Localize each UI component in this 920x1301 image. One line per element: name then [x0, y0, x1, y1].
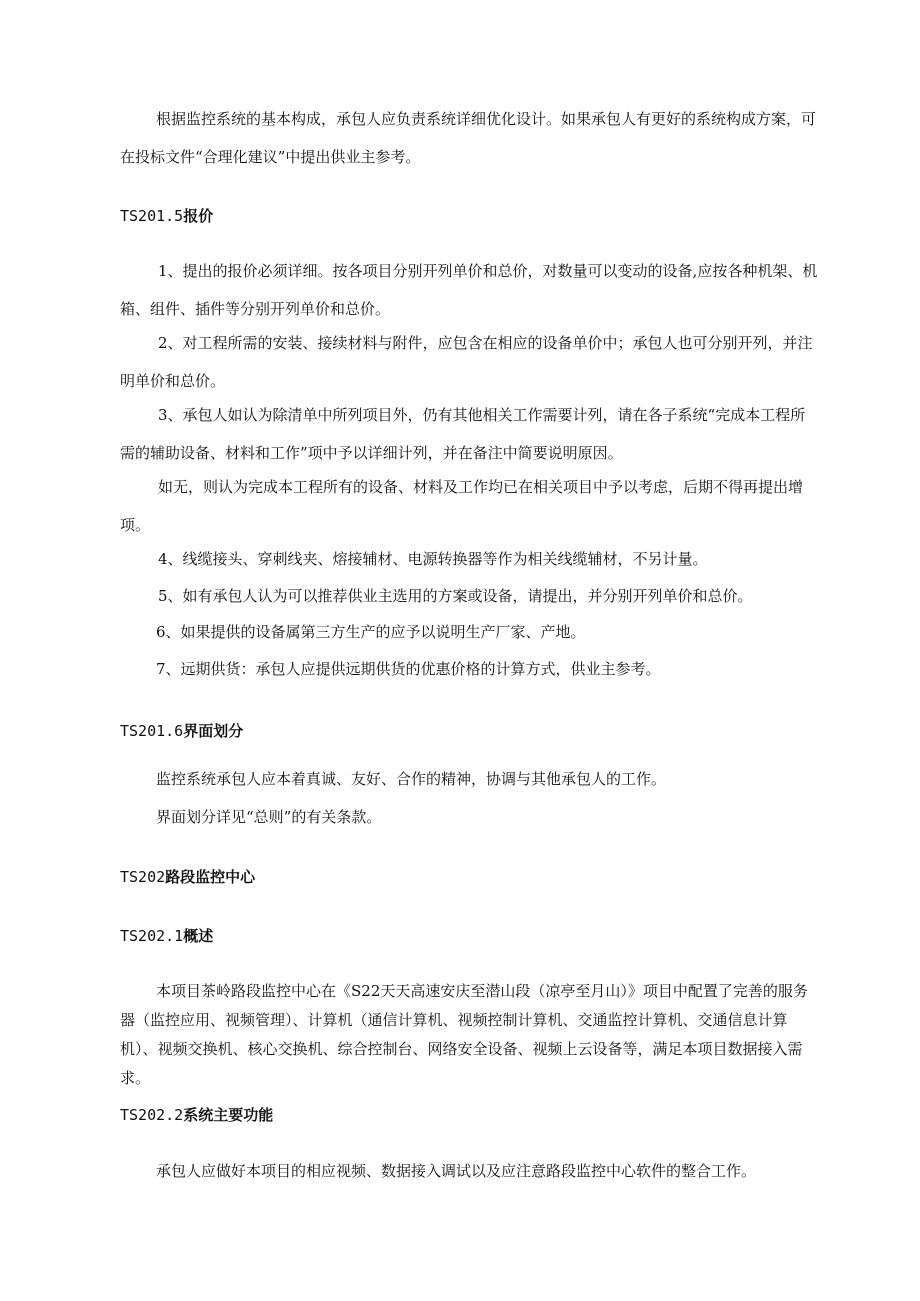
- list-item: 如无，则认为完成本工程所有的设备、材料及工作均已在相关项目中予以考虑，后期不得再提出增项。: [120, 478, 804, 534]
- overview-paragraph: 本项目茶岭路段监控中心在《S22天天高速安庆至潜山段（凉亭至月山）》项目中配置了完善的服务器（监控应用、视频管理）、计算机（通信计算机、视频控制计算机、交通监控计算机、交通信息计算机）、视频交换机、核心交换机、综合控制台、网络安全设备、视频上云设备等，满足本项目数据接入需求。: [120, 982, 808, 1087]
- section-title: 报价: [183, 207, 214, 225]
- functions-paragraph: 承包人应做好本项目的相应视频、数据接入调试以及应注意路段监控中心软件的整合工作。: [156, 1162, 757, 1180]
- section-number: TS202: [120, 868, 166, 886]
- section-heading-202: [120, 867, 255, 887]
- section-heading-201-5: [120, 206, 213, 226]
- section-number: TS201.6: [120, 722, 184, 740]
- section-title: 路段监控中心: [165, 868, 256, 886]
- paragraph: 监控系统承包人应本着真诚、友好、合作的精神，协调与其他承包人的工作。: [156, 770, 667, 788]
- list-item: 5、如有承包人认为可以推荐供业主选用的方案或设备，请提出，并分别开列单价和总价。: [158, 587, 753, 605]
- list-item: 1、提出的报价必须详细。按各项目分别开列单价和总价，对数量可以变动的设备,应按各种机架、机箱、组件、插件等分别开列单价和总价。: [120, 262, 818, 318]
- list-item: 7、远期供货：承包人应提供远期供货的优惠价格的计算方式，供业主参考。: [156, 660, 661, 678]
- section-title: 界面划分: [183, 722, 244, 740]
- list-item: 2、对工程所需的安装、接续材料与附件，应包含在相应的设备单价中；承包人也可分别开列，并注明单价和总价。: [120, 334, 813, 390]
- section-title: 概述: [183, 927, 214, 945]
- list-item: 3、承包人如认为除清单中所列项目外，仍有其他相关工作需要计列，请在各子系统“完成本工程所需的辅助设备、材料和工作”项中予以详细计列，并在备注中简要说明原因。: [120, 406, 806, 462]
- intro-paragraph: 根据监控系统的基本构成，承包人应负责系统详细优化设计。如果承包人有更好的系统构成方案，可在投标文件“合理化建议”中提出供业主参考。: [120, 110, 817, 166]
- section-number: TS202.1: [120, 927, 184, 945]
- section-heading-202-1: [120, 926, 213, 946]
- paragraph: 界面划分详见“总则”的有关条款。: [156, 808, 382, 826]
- section-heading-201-6: [120, 721, 243, 741]
- section-number: TS202.2: [120, 1106, 184, 1124]
- section-heading-202-2: [120, 1105, 273, 1125]
- list-item: 6、如果提供的设备属第三方生产的应予以说明生产厂家、产地。: [156, 623, 586, 641]
- section-number: TS201.5: [120, 207, 184, 225]
- section-title: 系统主要功能: [183, 1106, 274, 1124]
- list-item: 4、线缆接头、穿刺线夹、熔接辅材、电源转换器等作为相关线缆辅材，不另计量。: [158, 550, 708, 568]
